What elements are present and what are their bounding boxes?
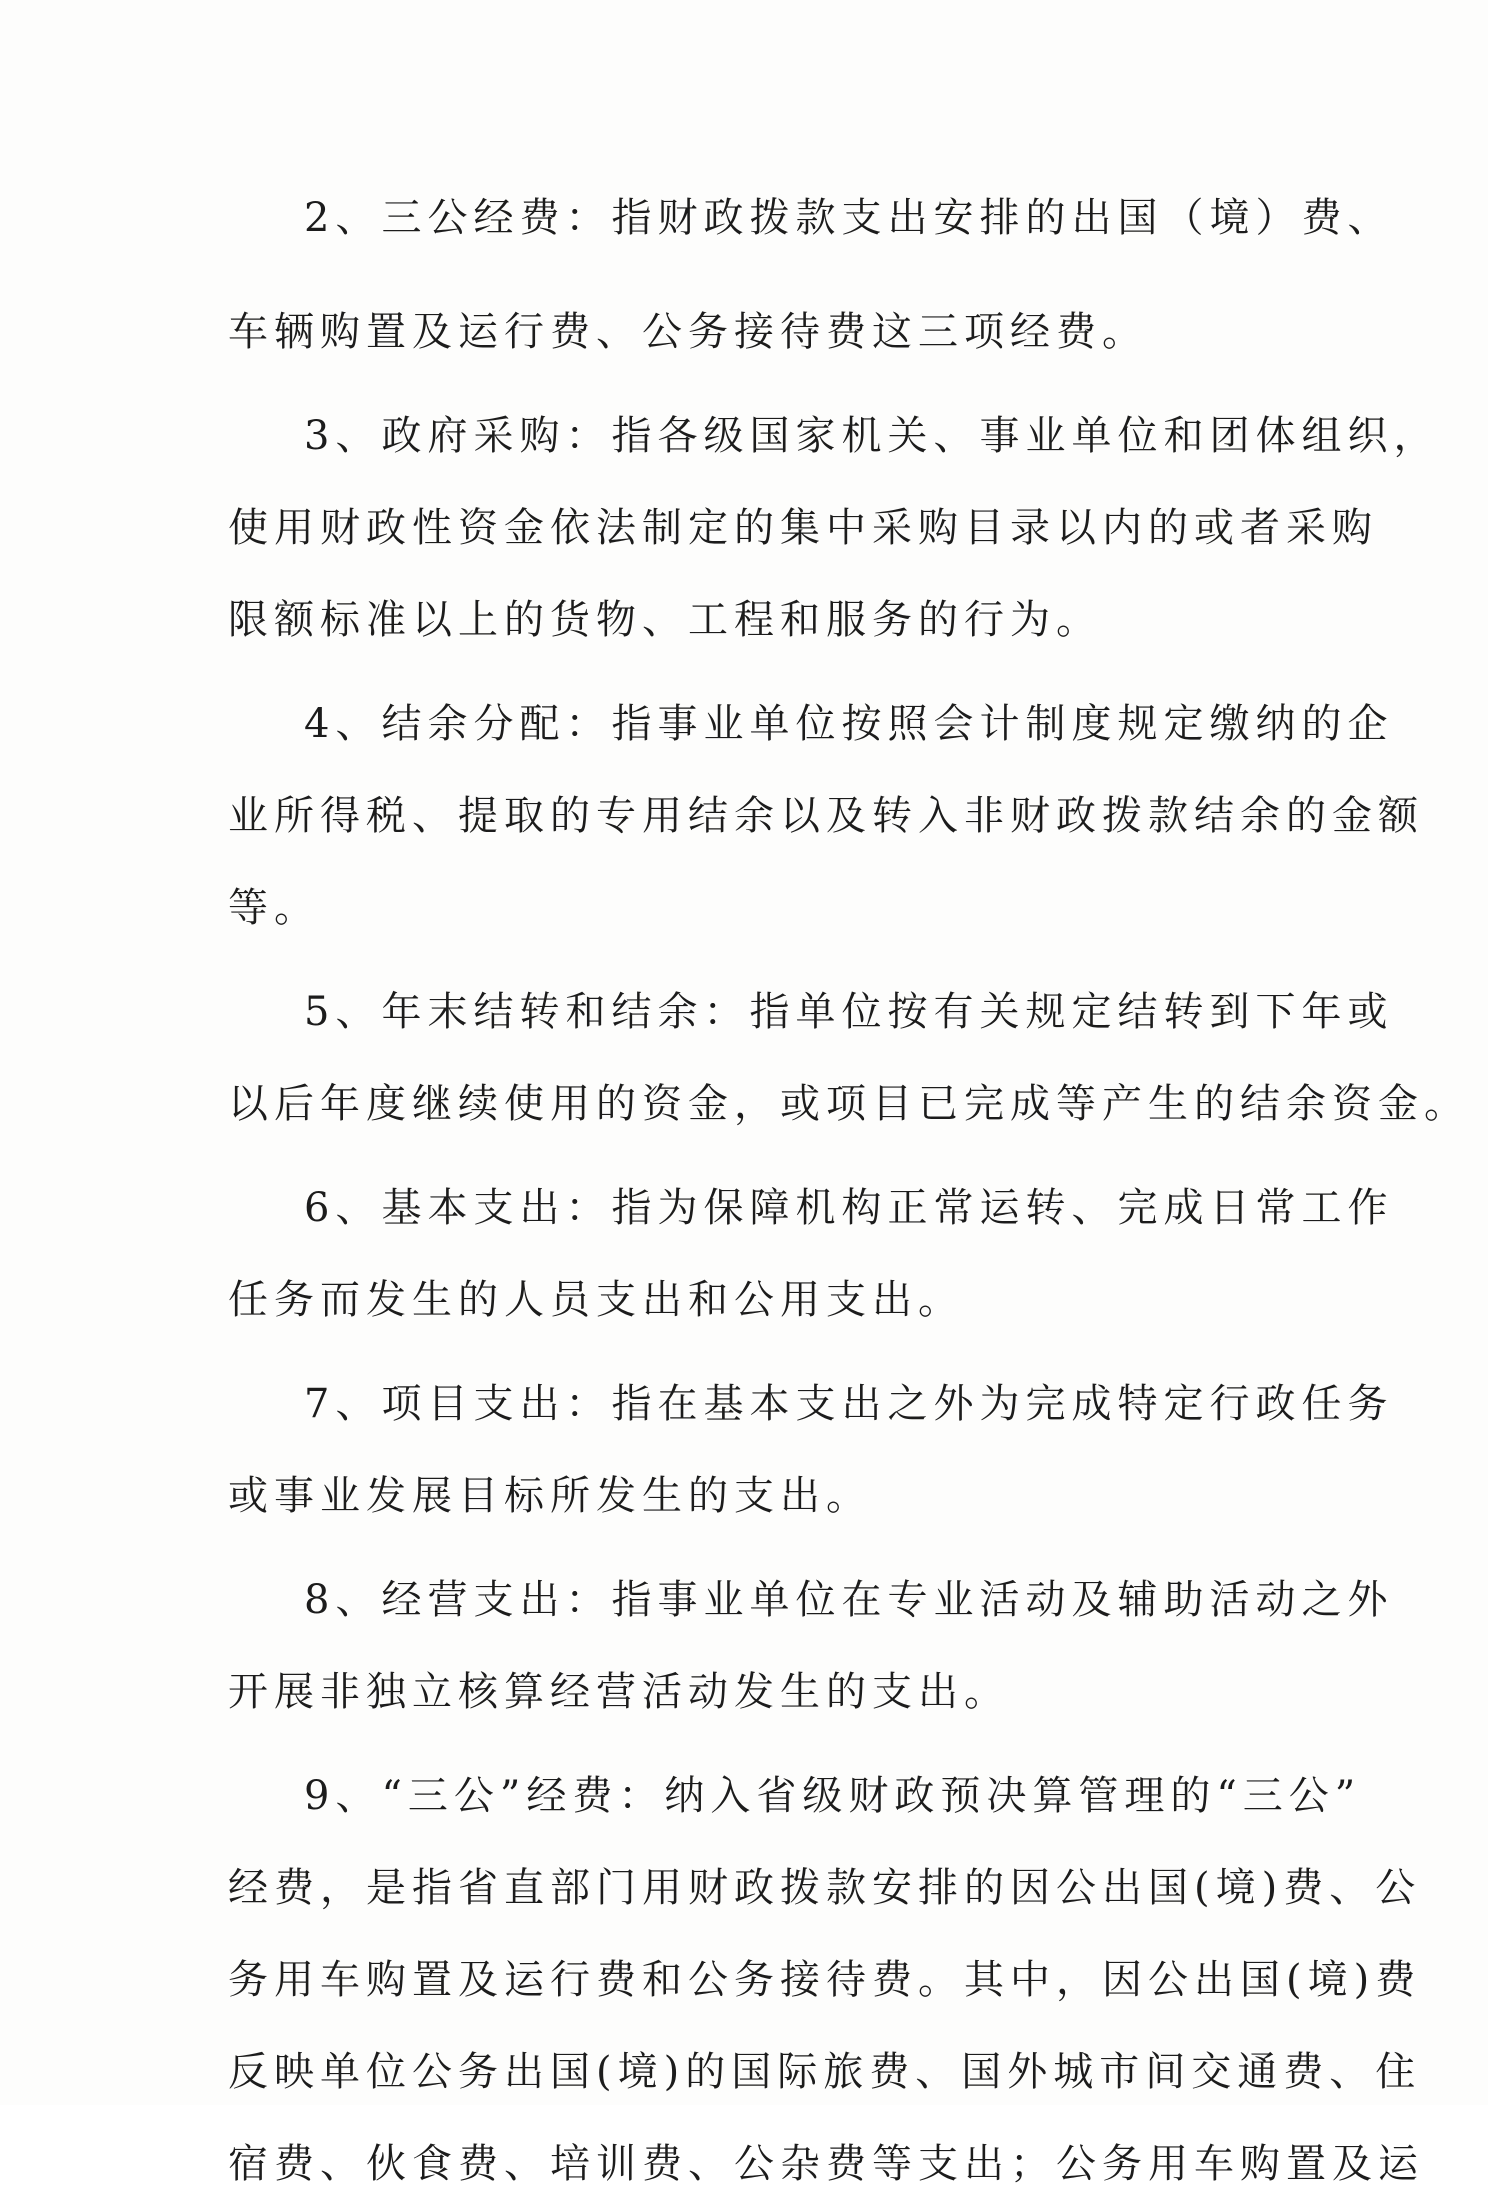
- text-line: 等。: [228, 885, 320, 931]
- text-line: 9、“三公”经费：纳入省级财政预决算管理的“三公”: [304, 1773, 1362, 1819]
- text-line: 反映单位公务出国(境)的国际旅费、国外城市间交通费、住: [228, 2049, 1422, 2095]
- document-body: [228, 190, 1470, 2192]
- text-line: 业所得税、提取的专用结余以及转入非财政拨款结余的金额: [228, 793, 1424, 839]
- paragraph-item-2: [228, 190, 1394, 360]
- paragraph-item-7: [228, 1376, 1394, 1524]
- text-line: 5、年末结转和结余：指单位按有关规定结转到下年或: [304, 989, 1394, 1035]
- text-line: 或事业发展目标所发生的支出。: [228, 1473, 872, 1519]
- text-line: 7、项目支出：指在基本支出之外为完成特定行政任务: [304, 1381, 1394, 1427]
- text-line: 以后年度继续使用的资金，或项目已完成等产生的结余资金。: [228, 1081, 1470, 1127]
- text-line: 4、结余分配：指事业单位按照会计制度规定缴纳的企: [304, 701, 1394, 747]
- paragraph-item-6: [228, 1180, 1394, 1328]
- text-line: 8、经营支出：指事业单位在专业活动及辅助活动之外: [304, 1577, 1394, 1623]
- text-line: 限额标准以上的货物、工程和服务的行为。: [228, 597, 1102, 643]
- paragraph-item-9: [228, 1768, 1424, 2192]
- paragraph-item-4: [228, 696, 1424, 936]
- text-line: 6、基本支出：指为保障机构正常运转、完成日常工作: [304, 1185, 1394, 1231]
- text-line: 3、政府采购：指各级国家机关、事业单位和团体组织，: [304, 413, 1440, 459]
- text-line: 车辆购置及运行费、公务接待费这三项经费。: [228, 309, 1148, 355]
- paragraph-item-5: [228, 984, 1470, 1132]
- text-line: 务用车购置及运行费和公务接待费。其中，因公出国(境)费: [228, 1957, 1422, 2003]
- text-line: 开展非独立核算经营活动发生的支出。: [228, 1669, 1010, 1715]
- text-line: 经费，是指省直部门用财政拨款安排的因公出国(境)费、公: [228, 1865, 1422, 1911]
- paragraph-item-8: [228, 1572, 1394, 1720]
- paragraph-item-3: [228, 408, 1440, 648]
- text-line: 使用财政性资金依法制定的集中采购目录以内的或者采购: [228, 505, 1378, 551]
- text-line: 2、三公经费：指财政拨款支出安排的出国（境）费、: [304, 195, 1394, 241]
- text-line: 任务而发生的人员支出和公用支出。: [228, 1277, 964, 1323]
- text-line: 宿费、伙食费、培训费、公杂费等支出；公务用车购置及运: [228, 2141, 1424, 2187]
